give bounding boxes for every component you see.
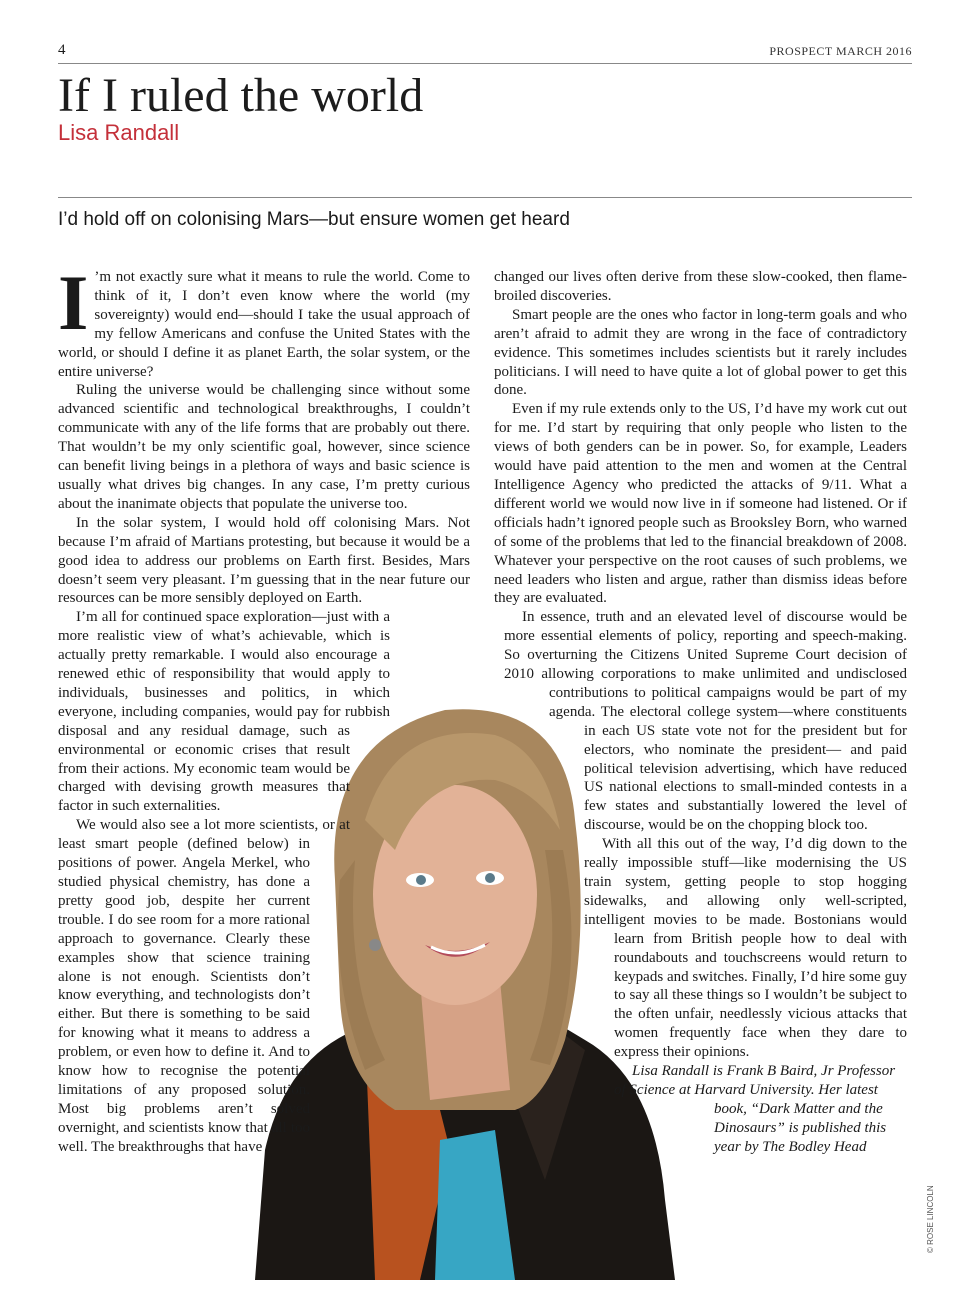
top-rule — [58, 63, 912, 64]
paragraph: changed our lives often derive from these slow-cooked, then flame-broiled discoveries. — [494, 269, 907, 304]
paragraph: ’m not exactly sure what it means to rule the world. Come to think of it, I don’t even know where the world (my sovereignty) would end—should I take the usual approach of my fellow Americans and confuse the United States with the world, or should I define it as planet Earth, the solar system, or the entire universe? — [58, 269, 470, 380]
paragraph: We would also see a lot more scientists, or at least smart people (defined below) in positions of power. Angela Merkel, who studied physical chemistry, has done a pretty good job, despite her current trouble. I do see room for a more rational approach to governance. Clearly these examples show that science training alone is not enough. Scientists don’t know everything, and technologists don’t either. But there is something to be said for knowing what it means to address a problem, or even how to define it. And to know how to recognise the potential limitations of any proposed solution. Most big problems aren’t solved overnight, and scientists know that all too well. The breakthroughs that have — [58, 817, 350, 1155]
author-bio: Lisa Randall is Frank B Baird, Jr Professor of Science at Harvard University. Her latest book, “Dark Matter and the Dinosaurs” is published this year by The Bodley Head — [614, 1063, 896, 1155]
article-column-left — [58, 259, 470, 1248]
page-number: 4 — [58, 42, 66, 58]
author-name: Lisa Randall — [58, 120, 180, 145]
photo-credit: © ROSE LINCOLN — [926, 1185, 935, 1253]
paragraph: In essence, truth and an elevated level of discourse would be more essential elements of policy, reporting and speech-making. So overturning the Citizens United Supreme Court decision of 2010 allowing corporations to make unlimited and undisclosed contributions to political campaigns would be part of my agenda. The electoral college system—where constituents in each US state vote not for the president but for electors, who nominate the president— and paid political television advertising, which have reduced US national elections to small-minded contests in a few states and substantially lowered the level of discourse, would be on the chopping block too. — [504, 609, 907, 834]
masthead: PROSPECT MARCH 2016 — [769, 44, 912, 58]
paragraph: With all this out of the way, I’d dig down to the really impossible stuff—like modernising the US train system, getting people to stop hogging sidewalks, and allowing only well-scripted, intelligent movies to be made. Bostonians would learn from British people how to deal with roundabouts and touchscreens would return to keypads and switches. Finally, I’d hire some guy to say all these things so I wouldn’t be subject to the often unfair, needlessly vicious attacks that women frequently face when they dare to express their opinions. — [584, 836, 907, 1061]
drop-cap: I — [58, 259, 89, 346]
paragraph: In the solar system, I would hold off colonising Mars. Not because I’m afraid of Martians protesting, but because it would be a good idea to address our problems on Earth first. Besides, Mars doesn’t seem very pleasant. I’m guessing that in the near future our resources can be more sensibly deployed on Earth. — [58, 514, 470, 607]
paragraph: I’m all for continued space exploration—just with a more realistic view of what’s achievable, which is actually pretty remarkable. I would also encourage a renewed ethic of responsibility that would apply to individuals, businesses and politics, in which everyone, including companies, would pay for rubbish disposal and any residual damage, such as environmental or economic crises that result from their actions. My economic team would be charged with devising growth measures that factor in such externalities. — [58, 609, 390, 815]
article-column-right — [494, 268, 907, 1308]
paragraph: Even if my rule extends only to the US, I’d have my work cut out for me. I’d start by requiring that only people who listen to the views of both genders can be in power. So, for example, Leaders would have paid attention to the men and women at the Central Intelligence Agency who predicted the attacks of 9/11. What a different world we would now live in if someone had listened. Or if officials hadn’t ignored people such as Brooksley Born, who warned of some of the problems that led to the financial breakdown of 2008. Whatever your perspective on the root causes of such problems, we need leaders who listen and argue, rather than dismiss ideas before they are evaluated. — [494, 401, 907, 607]
paragraph: Ruling the universe would be challenging since without some advanced scientific and technological breakthroughs, I couldn’t communicate with any of the life forms that are probably out there. That wouldn’t be my only scientific goal, however, since science can benefit living beings in a plethora of ways and basic science is usually what drives big changes. In any case, I’m pretty curious about the inanimate objects that populate the universe too. — [58, 382, 470, 512]
standfirst: I’d hold off on colonising Mars—but ensure women get heard — [58, 209, 570, 230]
article-title: If I ruled the world — [58, 69, 424, 122]
paragraph: Smart people are the ones who factor in long-term goals and who aren’t afraid to admit they are wrong in the face of contradictory evidence. This sometimes includes scientists but it rarely includes politicians. I will need to have quite a lot of global power to get this done. — [494, 306, 907, 399]
divider-rule — [58, 197, 912, 198]
